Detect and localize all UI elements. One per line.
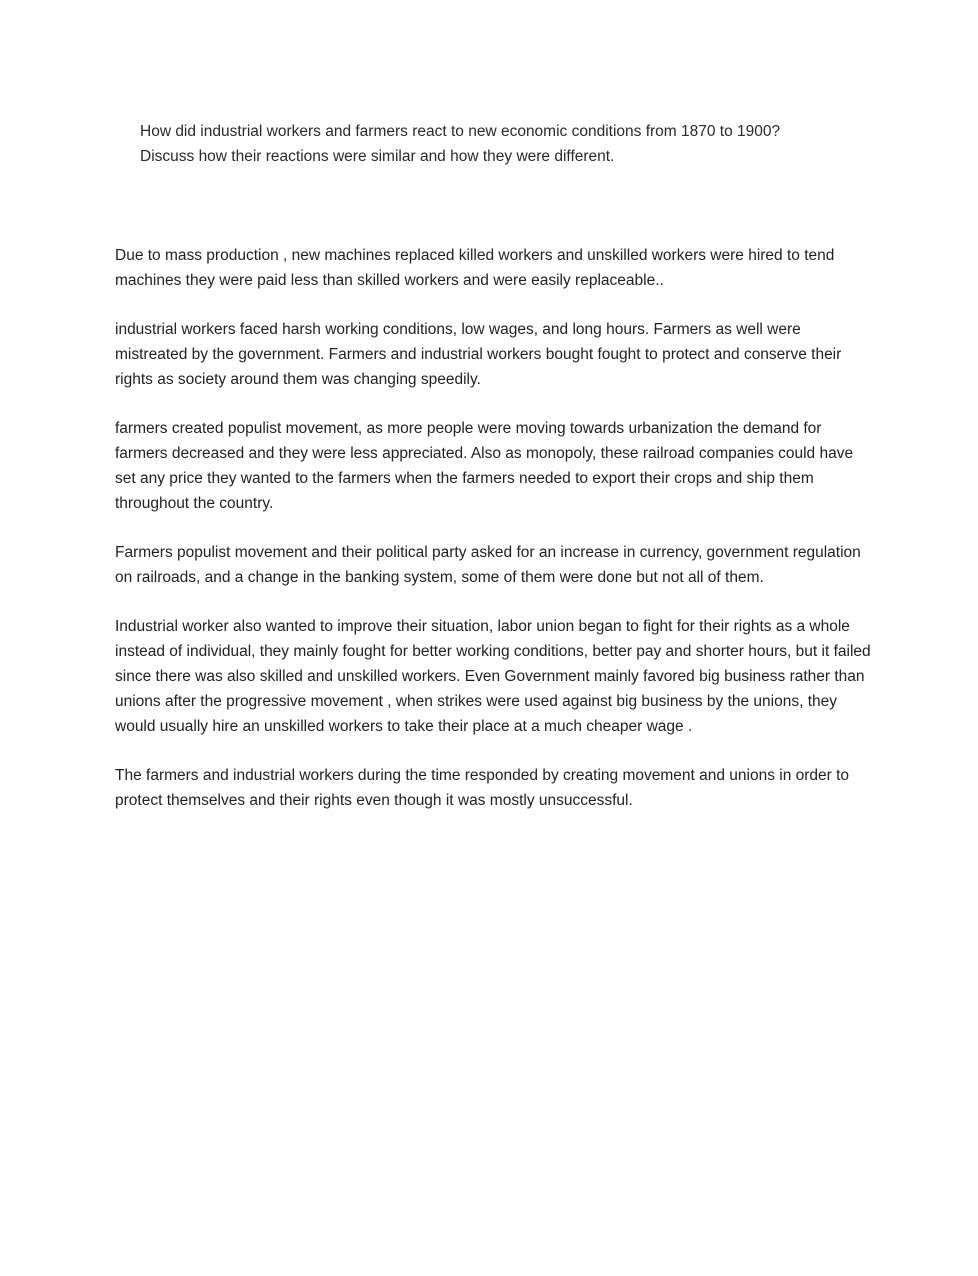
question-line-1: How did industrial workers and farmers react to new economic conditions from 1870 to 1900? [140,123,781,140]
answer-paragraph-6: The farmers and industrial workers during the time responded by creating movement and unions in order to protect themselves and their rights even though it was mostly unsuccessful. [115,767,850,809]
answer-paragraph-1: Due to mass production , new machines replaced killed workers and unskilled workers were hired to tend machines they were paid less than skilled workers and were easily replaceable.. [115,247,835,289]
answer-paragraph-3: farmers created populist movement, as more people were moving towards urbanization the demand for farmers decreased and they were less appreciated. Also as monopoly, these railroad companies could have set any price they wanted to the farmers when the farmers needed to export their crops and ship them throughout the country. [115,420,854,512]
answer-paragraph-5: Industrial worker also wanted to improve their situation, labor union began to fight for their rights as a whole instead of individual, they mainly fought for better working conditions, better pay and shorter hours, but it failed since there was also skilled and unskilled workers. Even Government mainly favored big business rather than unions after the progressive movement , when strikes were used against big business by the unions, they would usually hire an unskilled workers to take their place at a much cheaper wage . [115,618,871,735]
answer-paragraph-4: Farmers populist movement and their political party asked for an increase in currency, government regulation on railroads, and a change in the banking system, some of them were done but not all of them. [115,544,861,586]
answer-paragraph-2: industrial workers faced harsh working conditions, low wages, and long hours. Farmers as well were mistreated by the government. Farmers and industrial workers bought fought to protect and conserve their rights as society around them was changing speedily. [115,321,842,388]
question-line-2: Discuss how their reactions were similar and how they were different. [140,148,615,165]
essay-question [140,119,840,169]
essay-answer [115,243,875,837]
